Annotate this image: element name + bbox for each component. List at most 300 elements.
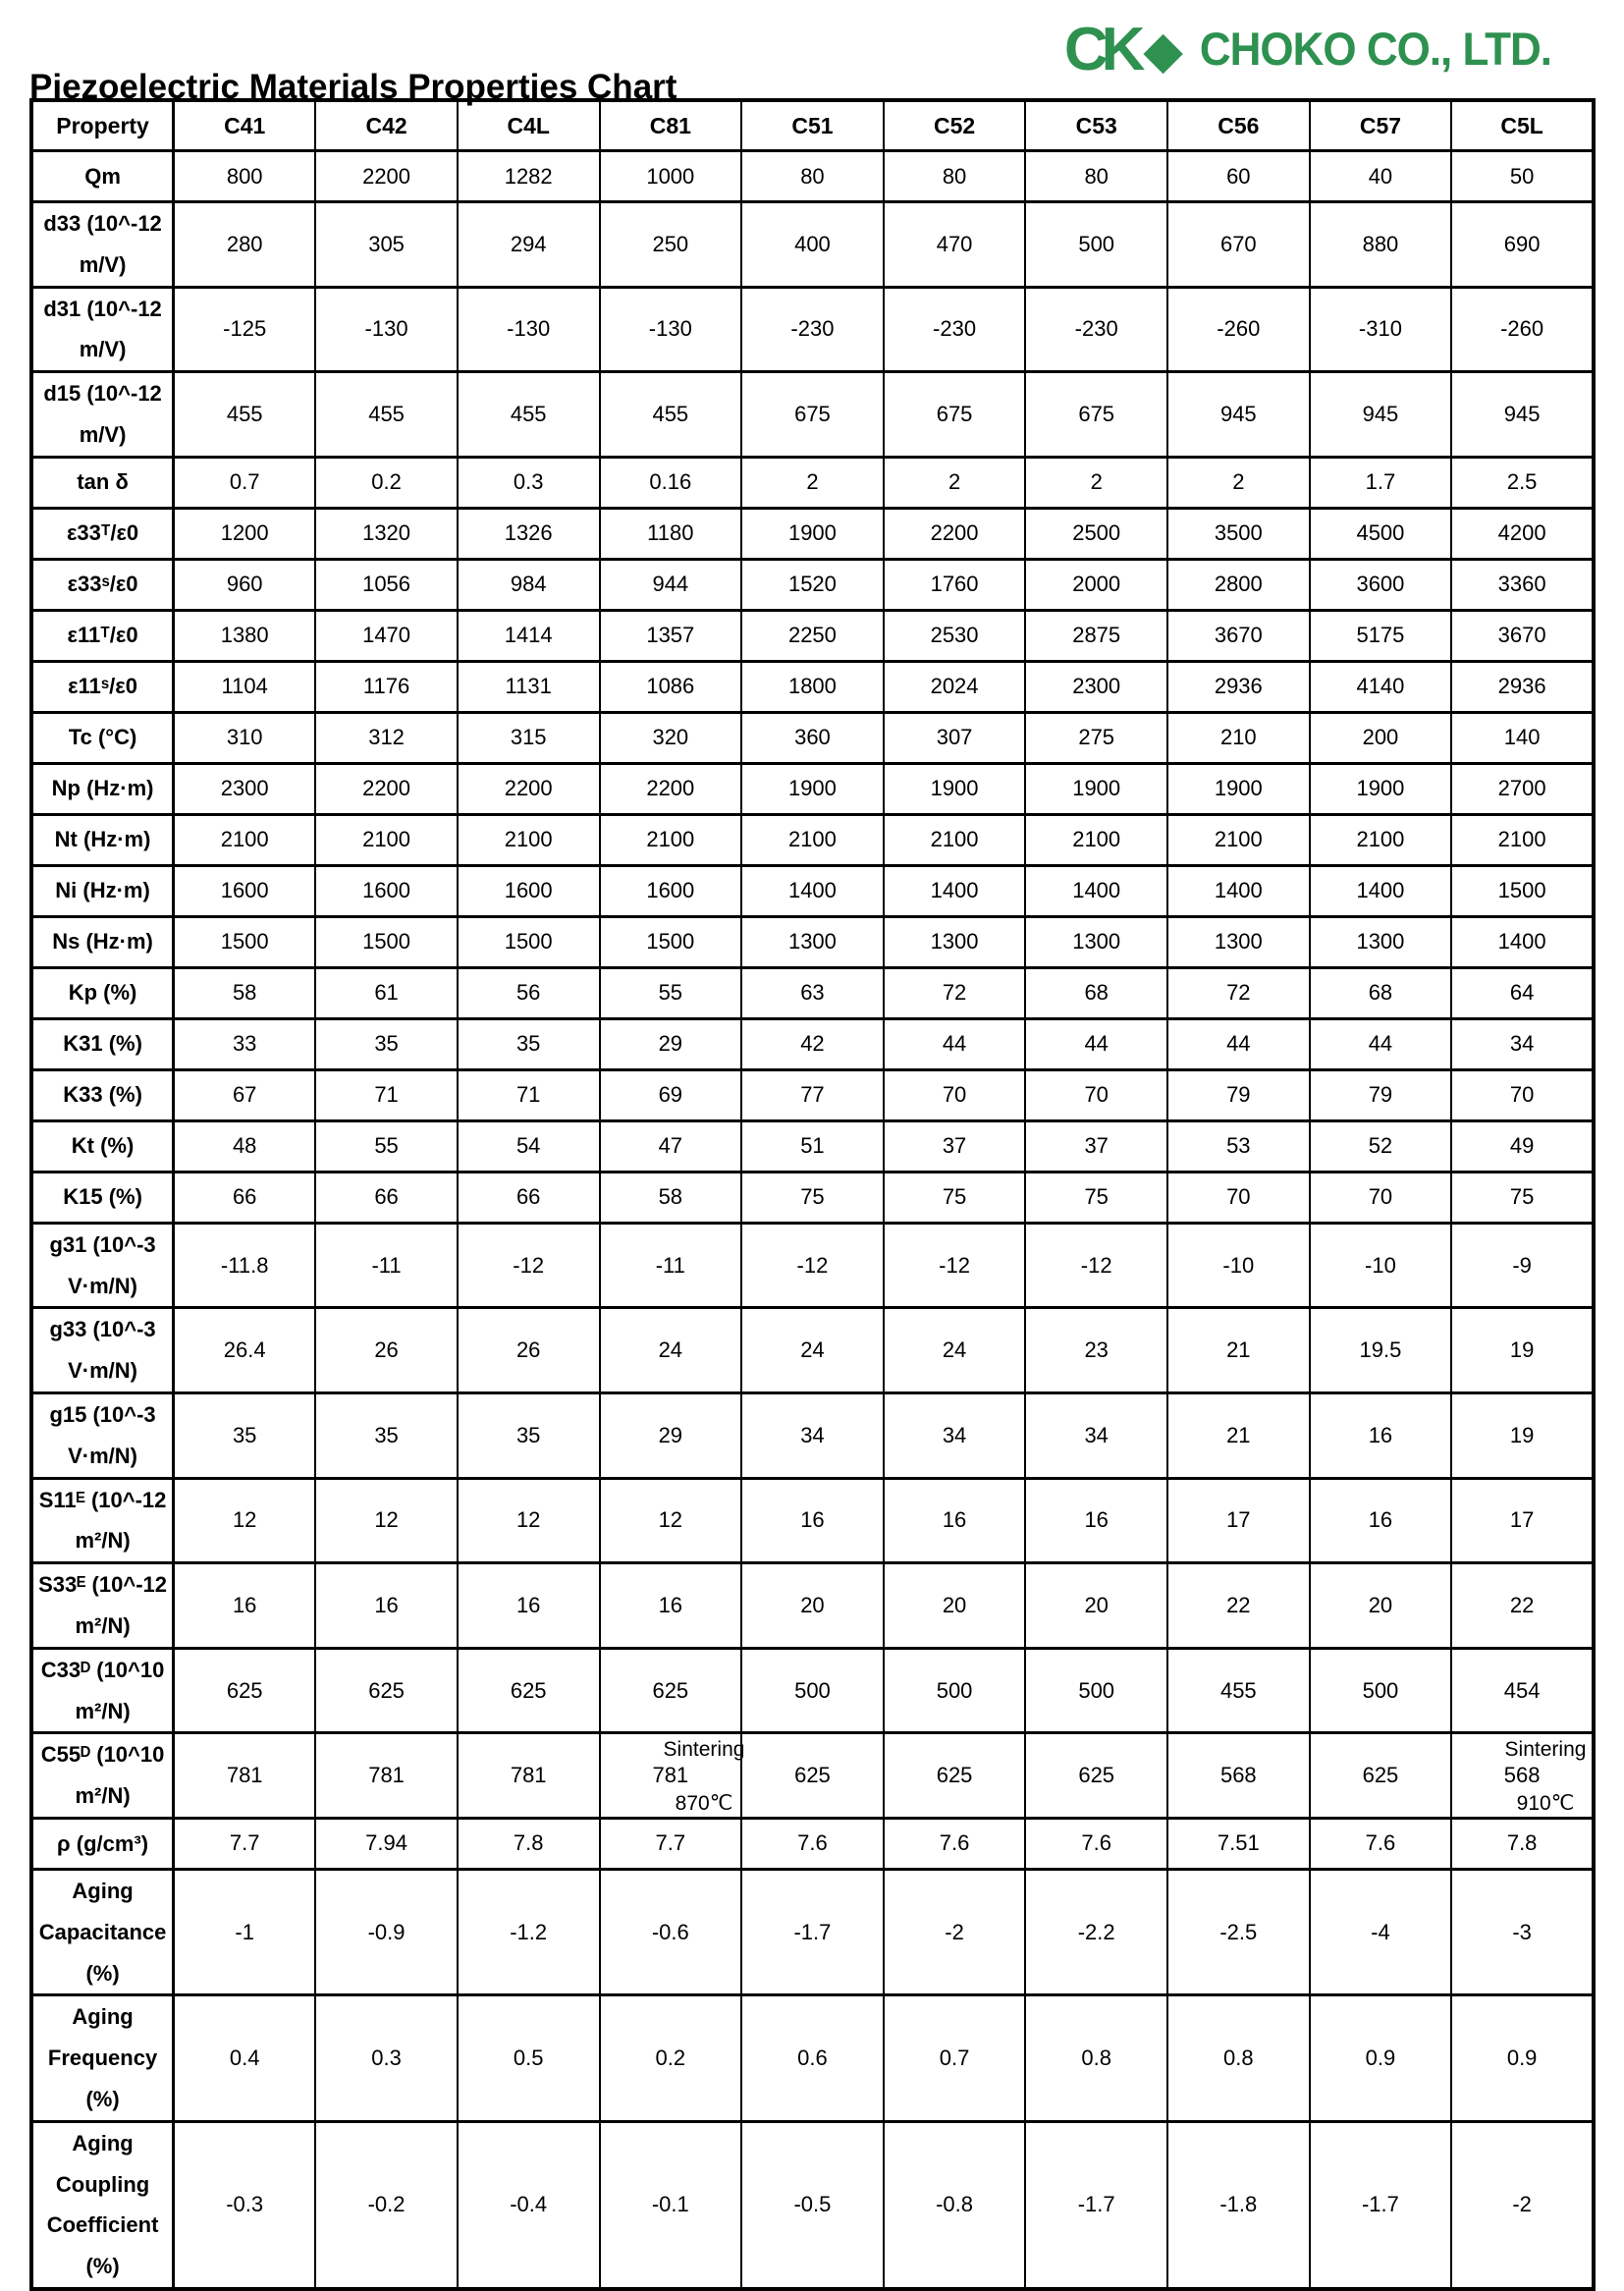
value-cell: 26 xyxy=(315,1308,458,1393)
value-cell: 16 xyxy=(458,1563,600,1649)
value-cell: -12 xyxy=(741,1223,884,1308)
value-cell: 1300 xyxy=(884,916,1026,967)
value-cell: 690 xyxy=(1451,202,1594,288)
column-header-material: C52 xyxy=(884,100,1026,151)
value-cell: 3670 xyxy=(1451,610,1594,661)
value-cell: 1520 xyxy=(741,559,884,610)
table-row xyxy=(31,1223,1594,1308)
value-cell: 63 xyxy=(741,967,884,1018)
column-header-material: C56 xyxy=(1167,100,1310,151)
value-cell: 2250 xyxy=(741,610,884,661)
value-cell: 2800 xyxy=(1167,559,1310,610)
table-row xyxy=(31,1069,1594,1120)
table-row xyxy=(31,814,1594,865)
value-cell: 16 xyxy=(174,1563,316,1649)
table-row xyxy=(31,1308,1594,1393)
value-cell: 625 xyxy=(1025,1733,1167,1819)
value-cell: 40 xyxy=(1310,151,1452,202)
value-cell: 1400 xyxy=(884,865,1026,916)
value-cell: 2024 xyxy=(884,661,1026,712)
value-cell: 1300 xyxy=(1310,916,1452,967)
property-label: ε11ᵀ/ε0 xyxy=(31,610,174,661)
value-cell: 250 xyxy=(600,202,742,288)
value-cell: 1400 xyxy=(1167,865,1310,916)
value-cell: 22 xyxy=(1451,1563,1594,1649)
value-cell: 984 xyxy=(458,559,600,610)
value-cell: 19.5 xyxy=(1310,1308,1452,1393)
value-cell: 20 xyxy=(741,1563,884,1649)
value-cell: 3500 xyxy=(1167,508,1310,559)
value-cell: 79 xyxy=(1167,1069,1310,1120)
value-cell: 24 xyxy=(741,1308,884,1393)
value-cell: 500 xyxy=(1025,202,1167,288)
value-cell: 1760 xyxy=(884,559,1026,610)
table-row xyxy=(31,559,1594,610)
value-cell: -2 xyxy=(1451,2121,1594,2289)
value-cell: 307 xyxy=(884,712,1026,763)
value-cell: 945 xyxy=(1451,372,1594,458)
value-cell: 1600 xyxy=(458,865,600,916)
value-cell: 2100 xyxy=(1451,814,1594,865)
value-cell: 455 xyxy=(1167,1648,1310,1733)
property-label: Kt (%) xyxy=(31,1120,174,1172)
value-cell: 68 xyxy=(1310,967,1452,1018)
value-cell: 71 xyxy=(458,1069,600,1120)
value-cell: 320 xyxy=(600,712,742,763)
value-cell: 1000 xyxy=(600,151,742,202)
value-cell: 79 xyxy=(1310,1069,1452,1120)
value-cell: 16 xyxy=(1025,1478,1167,1563)
value-cell: 360 xyxy=(741,712,884,763)
value-cell: 2500 xyxy=(1025,508,1167,559)
value-cell: 33 xyxy=(174,1018,316,1069)
value-cell: 7.6 xyxy=(741,1818,884,1869)
value-cell: 75 xyxy=(741,1172,884,1223)
value-cell: 2 xyxy=(1167,457,1310,508)
value-cell: -11 xyxy=(315,1223,458,1308)
property-label: Np (Hz·m) xyxy=(31,763,174,814)
value-cell: 454 xyxy=(1451,1648,1594,1733)
value-cell: -2.2 xyxy=(1025,1869,1167,1994)
value-cell: 1104 xyxy=(174,661,316,712)
value-cell: 7.94 xyxy=(315,1818,458,1869)
property-label: d33 (10^-12 m/V) xyxy=(31,202,174,288)
value-cell: -130 xyxy=(458,287,600,372)
value-cell: 3600 xyxy=(1310,559,1452,610)
value-cell: 1900 xyxy=(741,508,884,559)
table-row xyxy=(31,712,1594,763)
property-label: Kp (%) xyxy=(31,967,174,1018)
value-cell: 500 xyxy=(884,1648,1026,1733)
value-cell: 0.16 xyxy=(600,457,742,508)
properties-table xyxy=(29,98,1596,2291)
company-name: CHOKO CO., LTD. xyxy=(1199,24,1551,76)
property-label: ε33ˢ/ε0 xyxy=(31,559,174,610)
value-cell: -12 xyxy=(884,1223,1026,1308)
value-cell: 945 xyxy=(1167,372,1310,458)
value-cell: 625 xyxy=(1310,1733,1452,1819)
value-cell: 12 xyxy=(458,1478,600,1563)
value-cell: 1900 xyxy=(1167,763,1310,814)
table-row xyxy=(31,661,1594,712)
value-cell: -0.8 xyxy=(884,2121,1026,2289)
value-cell: 2200 xyxy=(884,508,1026,559)
value-cell: 64 xyxy=(1451,967,1594,1018)
property-label: Ni (Hz·m) xyxy=(31,865,174,916)
value-cell: 35 xyxy=(458,1018,600,1069)
value-cell: -1.7 xyxy=(741,1869,884,1994)
value-cell: 0.6 xyxy=(741,1995,884,2121)
property-label: Tc (°C) xyxy=(31,712,174,763)
property-label: ε33ᵀ/ε0 xyxy=(31,508,174,559)
value-cell: 1900 xyxy=(1310,763,1452,814)
table-row xyxy=(31,372,1594,458)
column-header-material: C5L xyxy=(1451,100,1594,151)
table-row xyxy=(31,1818,1594,1869)
value-cell: 0.3 xyxy=(315,1995,458,2121)
value-cell: 52 xyxy=(1310,1120,1452,1172)
value-cell: 1282 xyxy=(458,151,600,202)
table-row xyxy=(31,1563,1594,1649)
value-cell: 37 xyxy=(884,1120,1026,1172)
table-row xyxy=(31,151,1594,202)
value-cell: 2200 xyxy=(600,763,742,814)
value-cell: 20 xyxy=(884,1563,1026,1649)
value-cell: 944 xyxy=(600,559,742,610)
value-cell: -260 xyxy=(1451,287,1594,372)
value-cell: 66 xyxy=(315,1172,458,1223)
property-label: ε11ˢ/ε0 xyxy=(31,661,174,712)
value-cell: 568 xyxy=(1167,1733,1310,1819)
table-row xyxy=(31,1172,1594,1223)
value-cell: 1600 xyxy=(600,865,742,916)
value-cell: 1470 xyxy=(315,610,458,661)
value-cell: 2000 xyxy=(1025,559,1167,610)
value-cell: 2 xyxy=(741,457,884,508)
column-header-material: C51 xyxy=(741,100,884,151)
value-cell: -11.8 xyxy=(174,1223,316,1308)
value-cell: 55 xyxy=(315,1120,458,1172)
diamond-icon: ◆ xyxy=(1144,23,1182,78)
value-cell: -1.2 xyxy=(458,1869,600,1994)
value-cell: -10 xyxy=(1167,1223,1310,1308)
value-cell: -0.3 xyxy=(174,2121,316,2289)
value-cell: 1176 xyxy=(315,661,458,712)
table-row xyxy=(31,1478,1594,1563)
value-cell: -2 xyxy=(884,1869,1026,1994)
value-cell: 1320 xyxy=(315,508,458,559)
value-cell: 294 xyxy=(458,202,600,288)
value-cell: -1.7 xyxy=(1025,2121,1167,2289)
value-cell: 2100 xyxy=(1167,814,1310,865)
value-cell: 1500 xyxy=(174,916,316,967)
value-cell: 75 xyxy=(1025,1172,1167,1223)
value-cell: 4500 xyxy=(1310,508,1452,559)
property-label: g15 (10^-3 V·m/N) xyxy=(31,1392,174,1478)
value-cell: 24 xyxy=(600,1308,742,1393)
sintering-temperature: 870℃ xyxy=(675,1792,733,1815)
value-cell: 47 xyxy=(600,1120,742,1172)
value-cell: 69 xyxy=(600,1069,742,1120)
value-cell: 1800 xyxy=(741,661,884,712)
value-cell: 44 xyxy=(884,1018,1026,1069)
value-cell: 455 xyxy=(458,372,600,458)
value-cell: 1900 xyxy=(1025,763,1167,814)
value-cell: 2100 xyxy=(458,814,600,865)
value-cell: -4 xyxy=(1310,1869,1452,1994)
value-cell: 675 xyxy=(741,372,884,458)
property-label: Aging Frequency (%) xyxy=(31,1995,174,2121)
value-cell: 1500 xyxy=(458,916,600,967)
value-cell: 35 xyxy=(315,1018,458,1069)
value-cell: 1600 xyxy=(174,865,316,916)
value-cell: 500 xyxy=(1025,1648,1167,1733)
value-cell: -1 xyxy=(174,1869,316,1994)
table-row xyxy=(31,1120,1594,1172)
value-cell: 7.51 xyxy=(1167,1818,1310,1869)
value-cell: 625 xyxy=(600,1648,742,1733)
value-cell: 26 xyxy=(458,1308,600,1393)
value-cell: 670 xyxy=(1167,202,1310,288)
column-header-property: Property xyxy=(31,100,174,151)
value-cell: 71 xyxy=(315,1069,458,1120)
column-header-material: C41 xyxy=(174,100,316,151)
value-cell: 625 xyxy=(174,1648,316,1733)
sintering-temperature: 910℃ xyxy=(1516,1792,1575,1815)
value-cell: 500 xyxy=(1310,1648,1452,1733)
property-label: Aging Capacitance (%) xyxy=(31,1869,174,1994)
value-cell: 7.8 xyxy=(1451,1818,1594,1869)
value-cell: 0.5 xyxy=(458,1995,600,2121)
table-row xyxy=(31,508,1594,559)
column-header-material: C42 xyxy=(315,100,458,151)
value-cell: 7.8 xyxy=(458,1818,600,1869)
sintering-note-right xyxy=(1505,1738,1587,1816)
table-row xyxy=(31,287,1594,372)
value-cell: 16 xyxy=(1310,1478,1452,1563)
value-cell: 16 xyxy=(315,1563,458,1649)
value-cell: 781 xyxy=(600,1733,742,1819)
value-cell: -9 xyxy=(1451,1223,1594,1308)
value-cell: -3 xyxy=(1451,1869,1594,1994)
value-cell: 200 xyxy=(1310,712,1452,763)
property-label: C33ᴰ (10^10 m²/N) xyxy=(31,1648,174,1733)
value-cell: 880 xyxy=(1310,202,1452,288)
value-cell: 1200 xyxy=(174,508,316,559)
value-cell: 35 xyxy=(174,1392,316,1478)
property-label: C55ᴰ (10^10 m²/N) xyxy=(31,1733,174,1819)
value-cell: 275 xyxy=(1025,712,1167,763)
value-cell: 312 xyxy=(315,712,458,763)
value-cell: 1500 xyxy=(315,916,458,967)
value-cell: 1380 xyxy=(174,610,316,661)
property-label: Nt (Hz·m) xyxy=(31,814,174,865)
value-cell: 60 xyxy=(1167,151,1310,202)
value-cell: 29 xyxy=(600,1018,742,1069)
value-cell: 34 xyxy=(1025,1392,1167,1478)
value-cell: 1.7 xyxy=(1310,457,1452,508)
property-label: Qm xyxy=(31,151,174,202)
value-cell: -12 xyxy=(1025,1223,1167,1308)
value-cell: 2100 xyxy=(600,814,742,865)
value-cell: 34 xyxy=(1451,1018,1594,1069)
value-cell: 2200 xyxy=(315,151,458,202)
value-cell: 77 xyxy=(741,1069,884,1120)
value-cell: 1326 xyxy=(458,508,600,559)
value-cell: 500 xyxy=(741,1648,884,1733)
table-row xyxy=(31,1018,1594,1069)
value-cell: 0.2 xyxy=(315,457,458,508)
column-header-material: C53 xyxy=(1025,100,1167,151)
value-cell: 568 xyxy=(1451,1733,1594,1819)
value-cell: 75 xyxy=(1451,1172,1594,1223)
value-cell: 2300 xyxy=(1025,661,1167,712)
value-cell: 2100 xyxy=(315,814,458,865)
column-header-material: C81 xyxy=(600,100,742,151)
table-row xyxy=(31,610,1594,661)
value-cell: 0.8 xyxy=(1167,1995,1310,2121)
value-cell: 625 xyxy=(884,1733,1026,1819)
value-cell: 675 xyxy=(884,372,1026,458)
value-cell: 1300 xyxy=(1025,916,1167,967)
value-cell: -1.7 xyxy=(1310,2121,1452,2289)
sintering-label: Sintering xyxy=(1504,1738,1587,1761)
value-cell: 70 xyxy=(1167,1172,1310,1223)
table-row xyxy=(31,1995,1594,2121)
value-cell: 53 xyxy=(1167,1120,1310,1172)
value-cell: 17 xyxy=(1167,1478,1310,1563)
value-cell: 48 xyxy=(174,1120,316,1172)
choko-logo xyxy=(1063,16,1551,83)
value-cell: 2100 xyxy=(741,814,884,865)
value-cell: -0.6 xyxy=(600,1869,742,1994)
property-label: K31 (%) xyxy=(31,1018,174,1069)
value-cell: 1500 xyxy=(600,916,742,967)
value-cell: 1400 xyxy=(741,865,884,916)
table-row xyxy=(31,865,1594,916)
table-row xyxy=(31,1733,1594,1819)
value-cell: 16 xyxy=(600,1563,742,1649)
value-cell: 2 xyxy=(884,457,1026,508)
value-cell: 0.9 xyxy=(1451,1995,1594,2121)
value-cell: 12 xyxy=(600,1478,742,1563)
value-cell: 0.8 xyxy=(1025,1995,1167,2121)
value-cell: 2200 xyxy=(458,763,600,814)
value-cell: 34 xyxy=(741,1392,884,1478)
value-cell: 310 xyxy=(174,712,316,763)
value-cell: 455 xyxy=(174,372,316,458)
value-cell: 1400 xyxy=(1025,865,1167,916)
value-cell: 7.6 xyxy=(884,1818,1026,1869)
value-cell: 675 xyxy=(1025,372,1167,458)
value-cell: 4200 xyxy=(1451,508,1594,559)
value-cell: -130 xyxy=(315,287,458,372)
value-cell: 80 xyxy=(741,151,884,202)
value-cell: -0.4 xyxy=(458,2121,600,2289)
value-cell: 23 xyxy=(1025,1308,1167,1393)
value-cell: 20 xyxy=(1025,1563,1167,1649)
value-cell: -0.2 xyxy=(315,2121,458,2289)
value-cell: 68 xyxy=(1025,967,1167,1018)
value-cell: 140 xyxy=(1451,712,1594,763)
value-cell: -0.5 xyxy=(741,2121,884,2289)
value-cell: 12 xyxy=(174,1478,316,1563)
value-cell: -2.5 xyxy=(1167,1869,1310,1994)
value-cell: 58 xyxy=(600,1172,742,1223)
value-cell: 625 xyxy=(315,1648,458,1733)
value-cell: 16 xyxy=(884,1478,1026,1563)
value-cell: 21 xyxy=(1167,1392,1310,1478)
value-cell: 35 xyxy=(458,1392,600,1478)
value-cell: 61 xyxy=(315,967,458,1018)
property-label: d15 (10^-12 m/V) xyxy=(31,372,174,458)
value-cell: -0.9 xyxy=(315,1869,458,1994)
value-cell: -1.8 xyxy=(1167,2121,1310,2289)
value-cell: 1056 xyxy=(315,559,458,610)
value-cell: 400 xyxy=(741,202,884,288)
value-cell: 80 xyxy=(1025,151,1167,202)
value-cell: 66 xyxy=(174,1172,316,1223)
value-cell: 44 xyxy=(1310,1018,1452,1069)
value-cell: 0.7 xyxy=(884,1995,1026,2121)
value-cell: 44 xyxy=(1167,1018,1310,1069)
value-cell: -310 xyxy=(1310,287,1452,372)
value-cell: 1900 xyxy=(884,763,1026,814)
value-cell: 22 xyxy=(1167,1563,1310,1649)
value-cell: 35 xyxy=(315,1392,458,1478)
value-cell: 945 xyxy=(1310,372,1452,458)
value-cell: 16 xyxy=(741,1478,884,1563)
value-cell: -130 xyxy=(600,287,742,372)
value-cell: 29 xyxy=(600,1392,742,1478)
table-row xyxy=(31,967,1594,1018)
value-cell: 2100 xyxy=(174,814,316,865)
value-cell: 2700 xyxy=(1451,763,1594,814)
value-cell: 2300 xyxy=(174,763,316,814)
table-row xyxy=(31,202,1594,288)
value-cell: 2100 xyxy=(1310,814,1452,865)
value-cell: 2100 xyxy=(1025,814,1167,865)
value-cell: -125 xyxy=(174,287,316,372)
ck-logo-icon xyxy=(1063,16,1182,83)
value-cell: 7.6 xyxy=(1310,1818,1452,1869)
value-cell: 19 xyxy=(1451,1308,1594,1393)
value-cell: 1300 xyxy=(741,916,884,967)
value-cell: 1600 xyxy=(315,865,458,916)
column-header-material: C4L xyxy=(458,100,600,151)
table-row xyxy=(31,457,1594,508)
table-row xyxy=(31,763,1594,814)
value-cell: 2530 xyxy=(884,610,1026,661)
value-cell: 7.7 xyxy=(600,1818,742,1869)
value-cell: 781 xyxy=(174,1733,316,1819)
value-cell: 4140 xyxy=(1310,661,1452,712)
sintering-note-left xyxy=(664,1738,745,1816)
value-cell: 470 xyxy=(884,202,1026,288)
property-label: Aging Coupling Coefficient (%) xyxy=(31,2121,174,2289)
table-row xyxy=(31,916,1594,967)
value-cell: 70 xyxy=(1310,1172,1452,1223)
value-cell: 1131 xyxy=(458,661,600,712)
value-cell: 305 xyxy=(315,202,458,288)
column-header-material: C57 xyxy=(1310,100,1452,151)
value-cell: 2875 xyxy=(1025,610,1167,661)
value-cell: -230 xyxy=(1025,287,1167,372)
value-cell: 2936 xyxy=(1167,661,1310,712)
value-cell: 1900 xyxy=(741,763,884,814)
value-cell: 1400 xyxy=(1310,865,1452,916)
value-cell: 1086 xyxy=(600,661,742,712)
